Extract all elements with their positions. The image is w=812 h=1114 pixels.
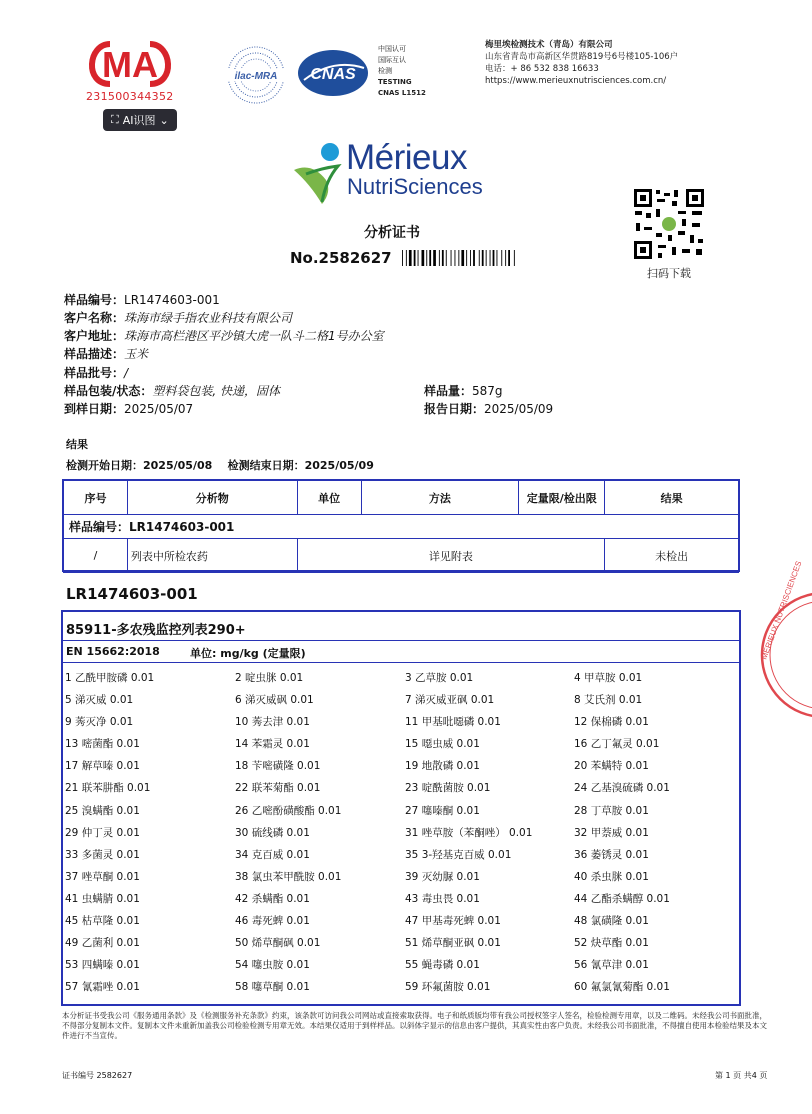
barcode-bar <box>473 250 475 266</box>
lab-address: 山东省青岛市高新区华贯路819号6号楼105-106户 <box>485 52 679 62</box>
pesticide-grid <box>65 670 737 1001</box>
row-no: / <box>64 539 128 573</box>
pesticide-item: 31 唑草胺（苯酮唑） 0.01 <box>405 826 533 839</box>
svg-text:ilac-MRA: ilac-MRA <box>234 71 278 82</box>
pesticide-item: 20 苯螨特 0.01 <box>574 760 649 773</box>
pesticide-item: 39 灭幼脲 0.01 <box>405 870 480 883</box>
report-date-line: 报告日期：2025/05/09 <box>424 402 554 416</box>
results-heading: 结果 <box>66 438 88 451</box>
barcode-bar <box>497 250 498 266</box>
barcode-bar <box>409 250 412 266</box>
pesticide-item: 35 3-羟基克百威 0.01 <box>405 848 512 861</box>
barcode-bar <box>451 250 452 266</box>
pesticide-item: 15 噁虫威 0.01 <box>405 738 480 751</box>
pesticide-item: 4 甲草胺 0.01 <box>574 672 643 684</box>
pesticide-item: 28 丁草胺 0.01 <box>574 804 649 817</box>
footer-cert-number: 证书编号 2582627 <box>62 1071 133 1080</box>
client-name-value: 珠海市绿手指农业科技有限公司 <box>124 311 293 325</box>
table-row <box>64 539 739 573</box>
results-sample-row: 样品编号：LR1474603-001 <box>64 515 739 539</box>
pesticide-item: 41 虫螨腈 0.01 <box>65 892 140 905</box>
pesticide-item: 7 涕灭威亚砜 0.01 <box>405 694 495 707</box>
pesticide-item: 29 仲丁灵 0.01 <box>65 826 140 839</box>
barcode-bar <box>514 250 515 266</box>
ai-recognize-button[interactable] <box>103 109 177 131</box>
barcode-bar <box>455 250 456 266</box>
barcode-bar <box>414 250 416 266</box>
col-header: 结果 <box>605 481 739 515</box>
brand-subname: NutriSciences <box>347 174 483 199</box>
pesticide-item: 36 萎锈灵 0.01 <box>574 848 649 861</box>
pesticide-item: 44 乙酯杀螨醇 0.01 <box>574 892 670 905</box>
pesticide-item: 56 氰草津 0.01 <box>574 959 649 972</box>
lab-phone: 电话：+ 86 532 838 16633 <box>485 64 599 74</box>
pesticide-item: 46 毒死蜱 0.01 <box>235 915 310 928</box>
pesticide-item: 34 克百威 0.01 <box>235 848 310 861</box>
report-date-value: 2025/05/09 <box>484 402 554 416</box>
pesticide-item: 18 苄嘧磺隆 0.01 <box>235 760 321 773</box>
ai-button-label: AI识图 <box>122 114 156 127</box>
lab-info <box>485 39 678 87</box>
pesticide-item: 5 涕灭威 0.01 <box>65 694 134 707</box>
pesticide-item: 10 莠去津 0.01 <box>235 716 310 729</box>
pesticide-item: 6 涕灭威砜 0.01 <box>235 694 314 707</box>
footer-page-number: 第 1 页 共4 页 <box>715 1071 768 1080</box>
svg-text:MERIEUX NUTRISCIENCES: MERIEUX NUTRISCIENCES <box>759 559 804 661</box>
pesticide-item: 59 环氟菌胺 0.01 <box>405 981 491 994</box>
arrival-date-value: 2025/05/07 <box>124 402 194 416</box>
pesticide-item: 13 嘧菌酯 0.01 <box>65 738 140 751</box>
row-analyte: 列表中所检农药 <box>127 539 297 573</box>
test-dates <box>66 457 374 473</box>
barcode-bar <box>429 250 431 266</box>
pesticide-item: 21 联苯肼酯 0.01 <box>65 782 151 795</box>
barcode-bar <box>439 250 440 266</box>
barcode-bar <box>406 250 407 266</box>
legal-footnote: 本分析证书受我公司《服务通用条款》及《检测服务补充条款》约束，该条款可访问我公司网站或直接索取获得。电子和纸质版均带有我公司授权签字人签名，检验检测专用章，以及二维码。未经我公司书面批准，不得部分复制本文件。复制本文件未重新加盖我公司检验检测专用章无效。本结果仅适用于到样样品。以斜体字显示的信息由客户提供，其真实性由客户负责。未经我公司书面批准，不得擅自使用本检验结果及本文件进行不当宣传。 <box>62 1011 767 1040</box>
barcode-bar <box>508 250 510 266</box>
pesticide-item: 14 苯霜灵 0.01 <box>235 738 310 751</box>
pesticide-item: 50 烯草酮砜 0.01 <box>235 937 321 950</box>
barcode-bar <box>501 250 502 266</box>
sample-pack-line: 样品包装/状态：塑料袋包装, 快递，固体 <box>64 384 281 398</box>
barcode-bar <box>418 250 419 266</box>
sample-batch-value: / <box>124 366 129 380</box>
barcode-bar <box>402 250 403 266</box>
barcode-bar <box>493 250 495 266</box>
pesticide-item: 40 杀虫脒 0.01 <box>574 870 649 883</box>
pesticide-list-title: 85911-多农残监控列表290+ <box>66 623 246 638</box>
pesticide-item: 55 蝇毒磷 0.01 <box>405 959 480 972</box>
col-header: 序号 <box>64 481 128 515</box>
scan-icon: ⛶ <box>111 113 119 126</box>
client-name-line: 客户名称：珠海市绿手指农业科技有限公司 <box>64 311 293 325</box>
pesticide-item: 58 噻草酮 0.01 <box>235 981 310 994</box>
official-seal-stamp <box>752 559 812 720</box>
barcode-bar <box>490 250 491 266</box>
pesticide-item: 45 枯草隆 0.01 <box>65 915 140 928</box>
pesticide-item: 24 乙基溴硫磷 0.01 <box>574 782 670 795</box>
sample-qty-value: 587g <box>472 384 503 398</box>
barcode-bar <box>446 250 447 266</box>
divider <box>63 662 739 663</box>
col-header: 单位 <box>297 481 361 515</box>
barcode-bar <box>486 250 487 266</box>
certificate-number: No.2582627 <box>290 249 392 267</box>
col-header: 方法 <box>361 481 519 515</box>
pesticide-item: 8 艾氏剂 0.01 <box>574 694 643 707</box>
barcode <box>402 250 516 266</box>
pesticide-item: 27 噻嗪酮 0.01 <box>405 804 480 817</box>
barcode-bar <box>505 250 506 266</box>
client-address-line: 客户地址：珠海市高栏港区平沙镇大虎一队斗二格1号办公室 <box>64 329 384 343</box>
results-table <box>63 480 739 573</box>
pesticide-item: 60 氟氯氰菊酯 0.01 <box>574 981 670 994</box>
test-start-date: 检测开始日期：2025/05/08 <box>66 459 213 472</box>
cma-logo <box>80 38 180 90</box>
divider <box>63 640 739 641</box>
pesticide-item: 57 氰霜唑 0.01 <box>65 981 140 994</box>
arrival-date-line: 到样日期：2025/05/07 <box>64 402 194 416</box>
barcode-bar <box>426 250 427 266</box>
pesticide-item: 11 甲基吡噁磷 0.01 <box>405 716 501 729</box>
pesticide-item: 25 溴螨酯 0.01 <box>65 804 140 817</box>
barcode-bar <box>482 250 484 266</box>
pesticide-item: 49 乙菌利 0.01 <box>65 937 140 950</box>
barcode-bar <box>461 250 464 266</box>
certificate-title: 分析证书 <box>364 225 420 241</box>
pesticide-item: 33 多菌灵 0.01 <box>65 848 140 861</box>
pesticide-item: 43 毒虫畏 0.01 <box>405 892 480 905</box>
pesticide-item: 2 啶虫脒 0.01 <box>235 672 304 684</box>
cnas-logo <box>296 48 370 98</box>
pesticide-item: 37 唑草酮 0.01 <box>65 870 140 883</box>
barcode-bar <box>422 250 425 266</box>
sample-desc-line: 样品描述：玉米 <box>64 347 149 361</box>
col-header: 分析物 <box>127 481 297 515</box>
pesticide-sample-heading: LR1474603-001 <box>66 585 198 603</box>
qr-download-label: 扫码下载 <box>647 267 691 280</box>
barcode-bar <box>433 250 436 266</box>
chevron-down-icon: ⌄ <box>159 113 169 127</box>
col-header: 定量限/检出限 <box>519 481 605 515</box>
pesticide-item: 3 乙草胺 0.01 <box>405 672 474 684</box>
pesticide-item: 1 乙酰甲胺磷 0.01 <box>65 672 155 684</box>
sample-id-line: 样品编号：LR1474603-001 <box>64 293 220 307</box>
results-header-row <box>64 481 739 515</box>
pesticide-item: 38 氯虫苯甲酰胺 0.01 <box>235 870 342 883</box>
pesticide-item: 9 莠灭净 0.01 <box>65 716 134 729</box>
barcode-bar <box>442 250 444 266</box>
barcode-bar <box>458 250 459 266</box>
pesticide-item: 26 乙嘧酚磺酸酯 0.01 <box>235 804 342 817</box>
row-method: 详见附表 <box>297 539 605 573</box>
lab-name: 梅里埃检测技术（青岛）有限公司 <box>485 40 613 50</box>
sample-batch-line: 样品批号：/ <box>64 366 129 380</box>
pesticide-unit: 单位: mg/kg (定量限) <box>190 647 306 660</box>
pesticide-item: 23 啶酰菌胺 0.01 <box>405 782 491 795</box>
test-end-date: 检测结束日期：2025/05/09 <box>227 459 374 472</box>
pesticide-item: 19 地散磷 0.01 <box>405 760 480 773</box>
pesticide-item: 42 杀螨酯 0.01 <box>235 892 310 905</box>
pesticide-item: 54 噻虫胺 0.01 <box>235 959 310 972</box>
barcode-bar <box>470 250 471 266</box>
ilac-mra-logo <box>222 44 290 106</box>
svg-text:MA: MA <box>102 44 158 85</box>
merieux-leaf-logo <box>292 140 348 206</box>
pesticide-item: 12 保棉磷 0.01 <box>574 716 649 729</box>
pesticide-standard: EN 15662:2018 <box>66 645 160 658</box>
cnas-accreditation-text: 中国认可 国际互认 检测 TESTING CNAS L1512 <box>378 45 426 97</box>
sample-id-value: LR1474603-001 <box>124 293 220 307</box>
lab-url[interactable]: https://www.merieuxnutrisciences.com.cn/ <box>485 76 667 86</box>
row-result: 未检出 <box>605 539 739 573</box>
pesticide-item: 17 解草嗪 0.01 <box>65 760 140 773</box>
pesticide-item: 51 烯草酮亚砜 0.01 <box>405 937 501 950</box>
sample-pack-value: 塑料袋包装, 快递，固体 <box>152 384 281 398</box>
sample-desc-value: 玉米 <box>124 347 149 361</box>
brand-name: Mérieux <box>346 138 467 177</box>
client-address-value: 珠海市高栏港区平沙镇大虎一队斗二格1号办公室 <box>124 329 384 343</box>
barcode-bar <box>479 250 480 266</box>
pesticide-item: 30 硫线磷 0.01 <box>235 826 310 839</box>
barcode-bar <box>466 250 467 266</box>
sample-qty-line: 样品量：587g <box>424 384 503 398</box>
pesticide-item: 53 四螨嗪 0.01 <box>65 959 140 972</box>
svg-text:CNAS: CNAS <box>310 66 356 83</box>
pesticide-item: 16 乙丁氟灵 0.01 <box>574 738 660 751</box>
pesticide-item: 48 氯磺隆 0.01 <box>574 915 649 928</box>
pesticide-item: 32 甲萘威 0.01 <box>574 826 649 839</box>
pesticide-item: 52 炔草酯 0.01 <box>574 937 649 950</box>
cma-number: 231500344352 <box>86 90 174 103</box>
pesticide-item: 47 甲基毒死蜱 0.01 <box>405 915 501 928</box>
pesticide-item: 22 联苯菊酯 0.01 <box>235 782 321 795</box>
